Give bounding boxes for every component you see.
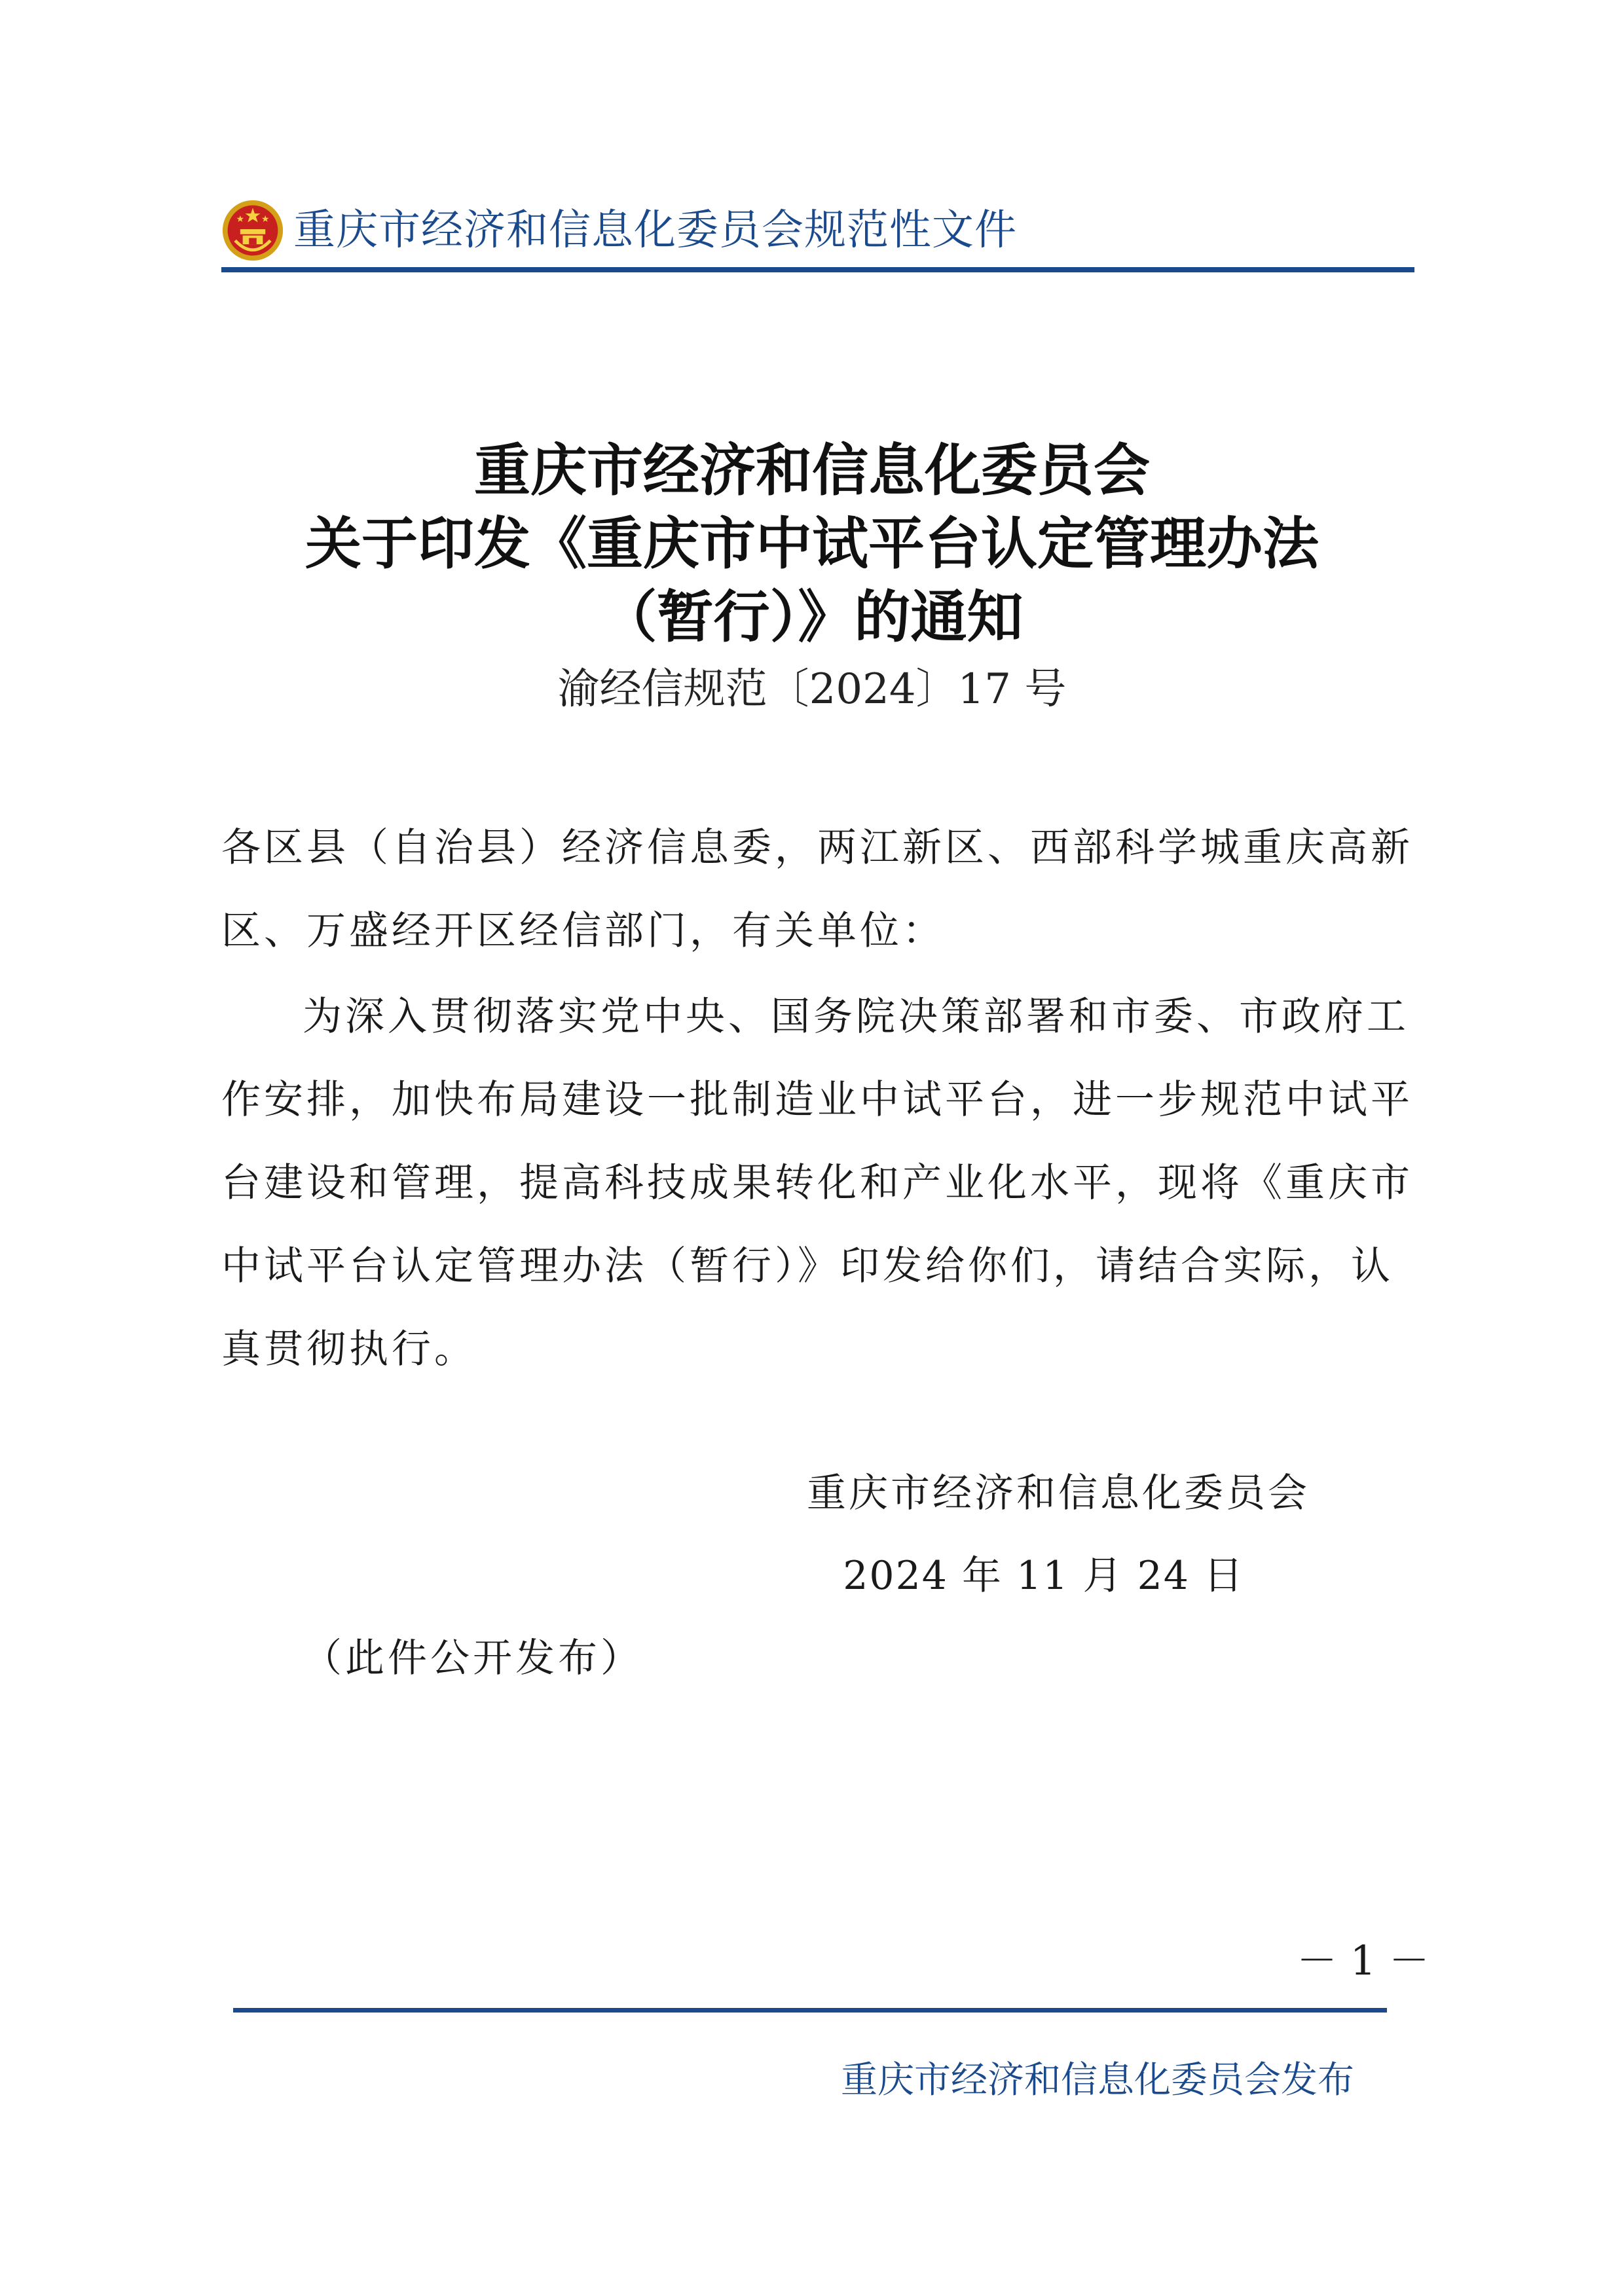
header-title: 重庆市经济和信息化委员会规范性文件 [293,206,1017,255]
body-paragraph-line-4: 中试平台认定管理办法（暂行）》印发给你们，请结合实际，认 [221,1243,1393,1289]
footer-publisher: 重庆市经济和信息化委员会发布 [841,2059,1354,2102]
body-paragraph-line-3: 台建设和管理，提高科技成果转化和产业化水平，现将《重庆市 [221,1160,1413,1206]
document-title-line-2: 关于印发《重庆市中试平台认定管理办法 [305,511,1319,577]
footer-divider [233,2008,1387,2013]
national-emblem-icon [221,199,284,262]
signature-date: 2024 年 11 月 24 日 [843,1553,1244,1599]
body-paragraph-line-5: 真贯彻执行。 [221,1326,477,1372]
page-number: － 1 － [1297,1937,1430,1984]
public-release-note: （此件公开发布） [303,1635,643,1681]
addressee-line-2: 区、万盛经开区经信部门，有关单位： [221,908,945,954]
document-number: 渝经信规范〔2024〕17 号 [557,665,1067,714]
header-divider [221,267,1414,272]
addressee-line-1: 各区县（自治县）经济信息委，两江新区、西部科学城重庆高新 [221,825,1413,871]
body-paragraph-line-2: 作安排，加快布局建设一批制造业中试平台，进一步规范中试平 [221,1077,1413,1123]
document-header [221,194,1414,272]
document-title-line-3: （暂行）》的通知 [600,584,1024,650]
body-paragraph-line-1: 为深入贯彻落实党中央、国务院决策部署和市委、市政府工 [303,994,1409,1040]
document-title-line-1: 重庆市经济和信息化委员会 [474,437,1150,503]
signature-issuer: 重庆市经济和信息化委员会 [807,1470,1310,1516]
